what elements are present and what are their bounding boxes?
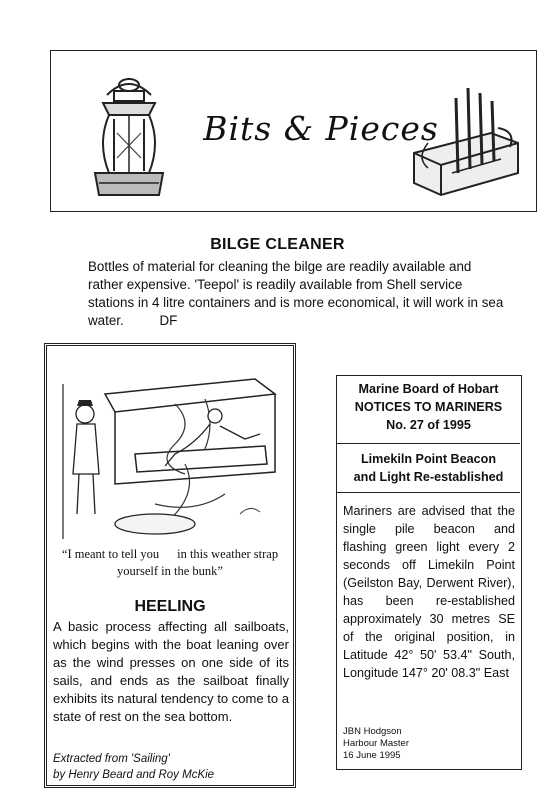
bunk-cartoon-illustration: [55, 354, 285, 544]
cartoon-caption-start: “I meant to tell you: [61, 547, 160, 561]
heeling-source: [53, 751, 289, 783]
bilge-cleaner-title: BILGE CLEANER: [210, 236, 345, 253]
notice-signature: [343, 726, 515, 762]
notice-subtitle-line2: and Light Re-established: [353, 470, 504, 484]
notice-heading: NOTICES TO MARINERS: [354, 400, 503, 414]
heeling-source-line2: by Henry Beard and Roy McKie: [53, 769, 215, 781]
lantern-icon: [89, 73, 169, 203]
bilge-cleaner-body: [88, 258, 508, 330]
cartoon-caption: [53, 546, 287, 580]
notice-body: Mariners are advised that the single pile beacon and flashing green light every 2 seconds off Limekiln Point (Geilston Bay, Derwent River), has been re-established approximately 30 metres SE of the original position, in Latitude 42° 50' 53.4" South, Longitude 147° 20' 08.3" East: [343, 504, 515, 680]
banner-title: Bits & Pieces: [203, 109, 439, 148]
banner: [50, 50, 537, 212]
bilge-cleaner-text: Bottles of material for cleaning the bilge are readily available and rather expensive. 'Teepol' is readily available from Shell service stations in 4 litre containers and is more economical, it will work in sea water.: [88, 259, 504, 328]
heeling-title: HEELING: [134, 598, 206, 615]
notice-divider: [337, 492, 520, 493]
notice-org: Marine Board of Hobart: [358, 382, 499, 396]
notice-sign-name: JBN Hodgson: [343, 726, 402, 737]
cartoon-caption-end: in this weather strap yourself in the bunk”: [117, 547, 279, 578]
notice-number: No. 27 of 1995: [386, 418, 471, 432]
heeling-body: A basic process affecting all sailboats, which begins with the boat leaning over as the wind presses on one side of its sails, and ends as the sailboat finally exhibits its natural tendency to come to a state of rest on the sea bottom.: [53, 619, 289, 724]
notice-sign-title: Harbour Master: [343, 738, 409, 749]
notice-subtitle: [337, 450, 520, 486]
notice-sign-date: 16 June 1995: [343, 750, 401, 761]
heeling-box: [44, 343, 296, 788]
notice-header: [337, 376, 520, 444]
heeling-source-line1: Extracted from 'Sailing': [53, 753, 170, 765]
notice-subtitle-line1: Limekiln Point Beacon: [360, 452, 497, 466]
bilge-cleaner-signature: DF: [159, 313, 178, 328]
notice-box: [336, 375, 522, 770]
pen-stand-icon: [406, 73, 526, 203]
